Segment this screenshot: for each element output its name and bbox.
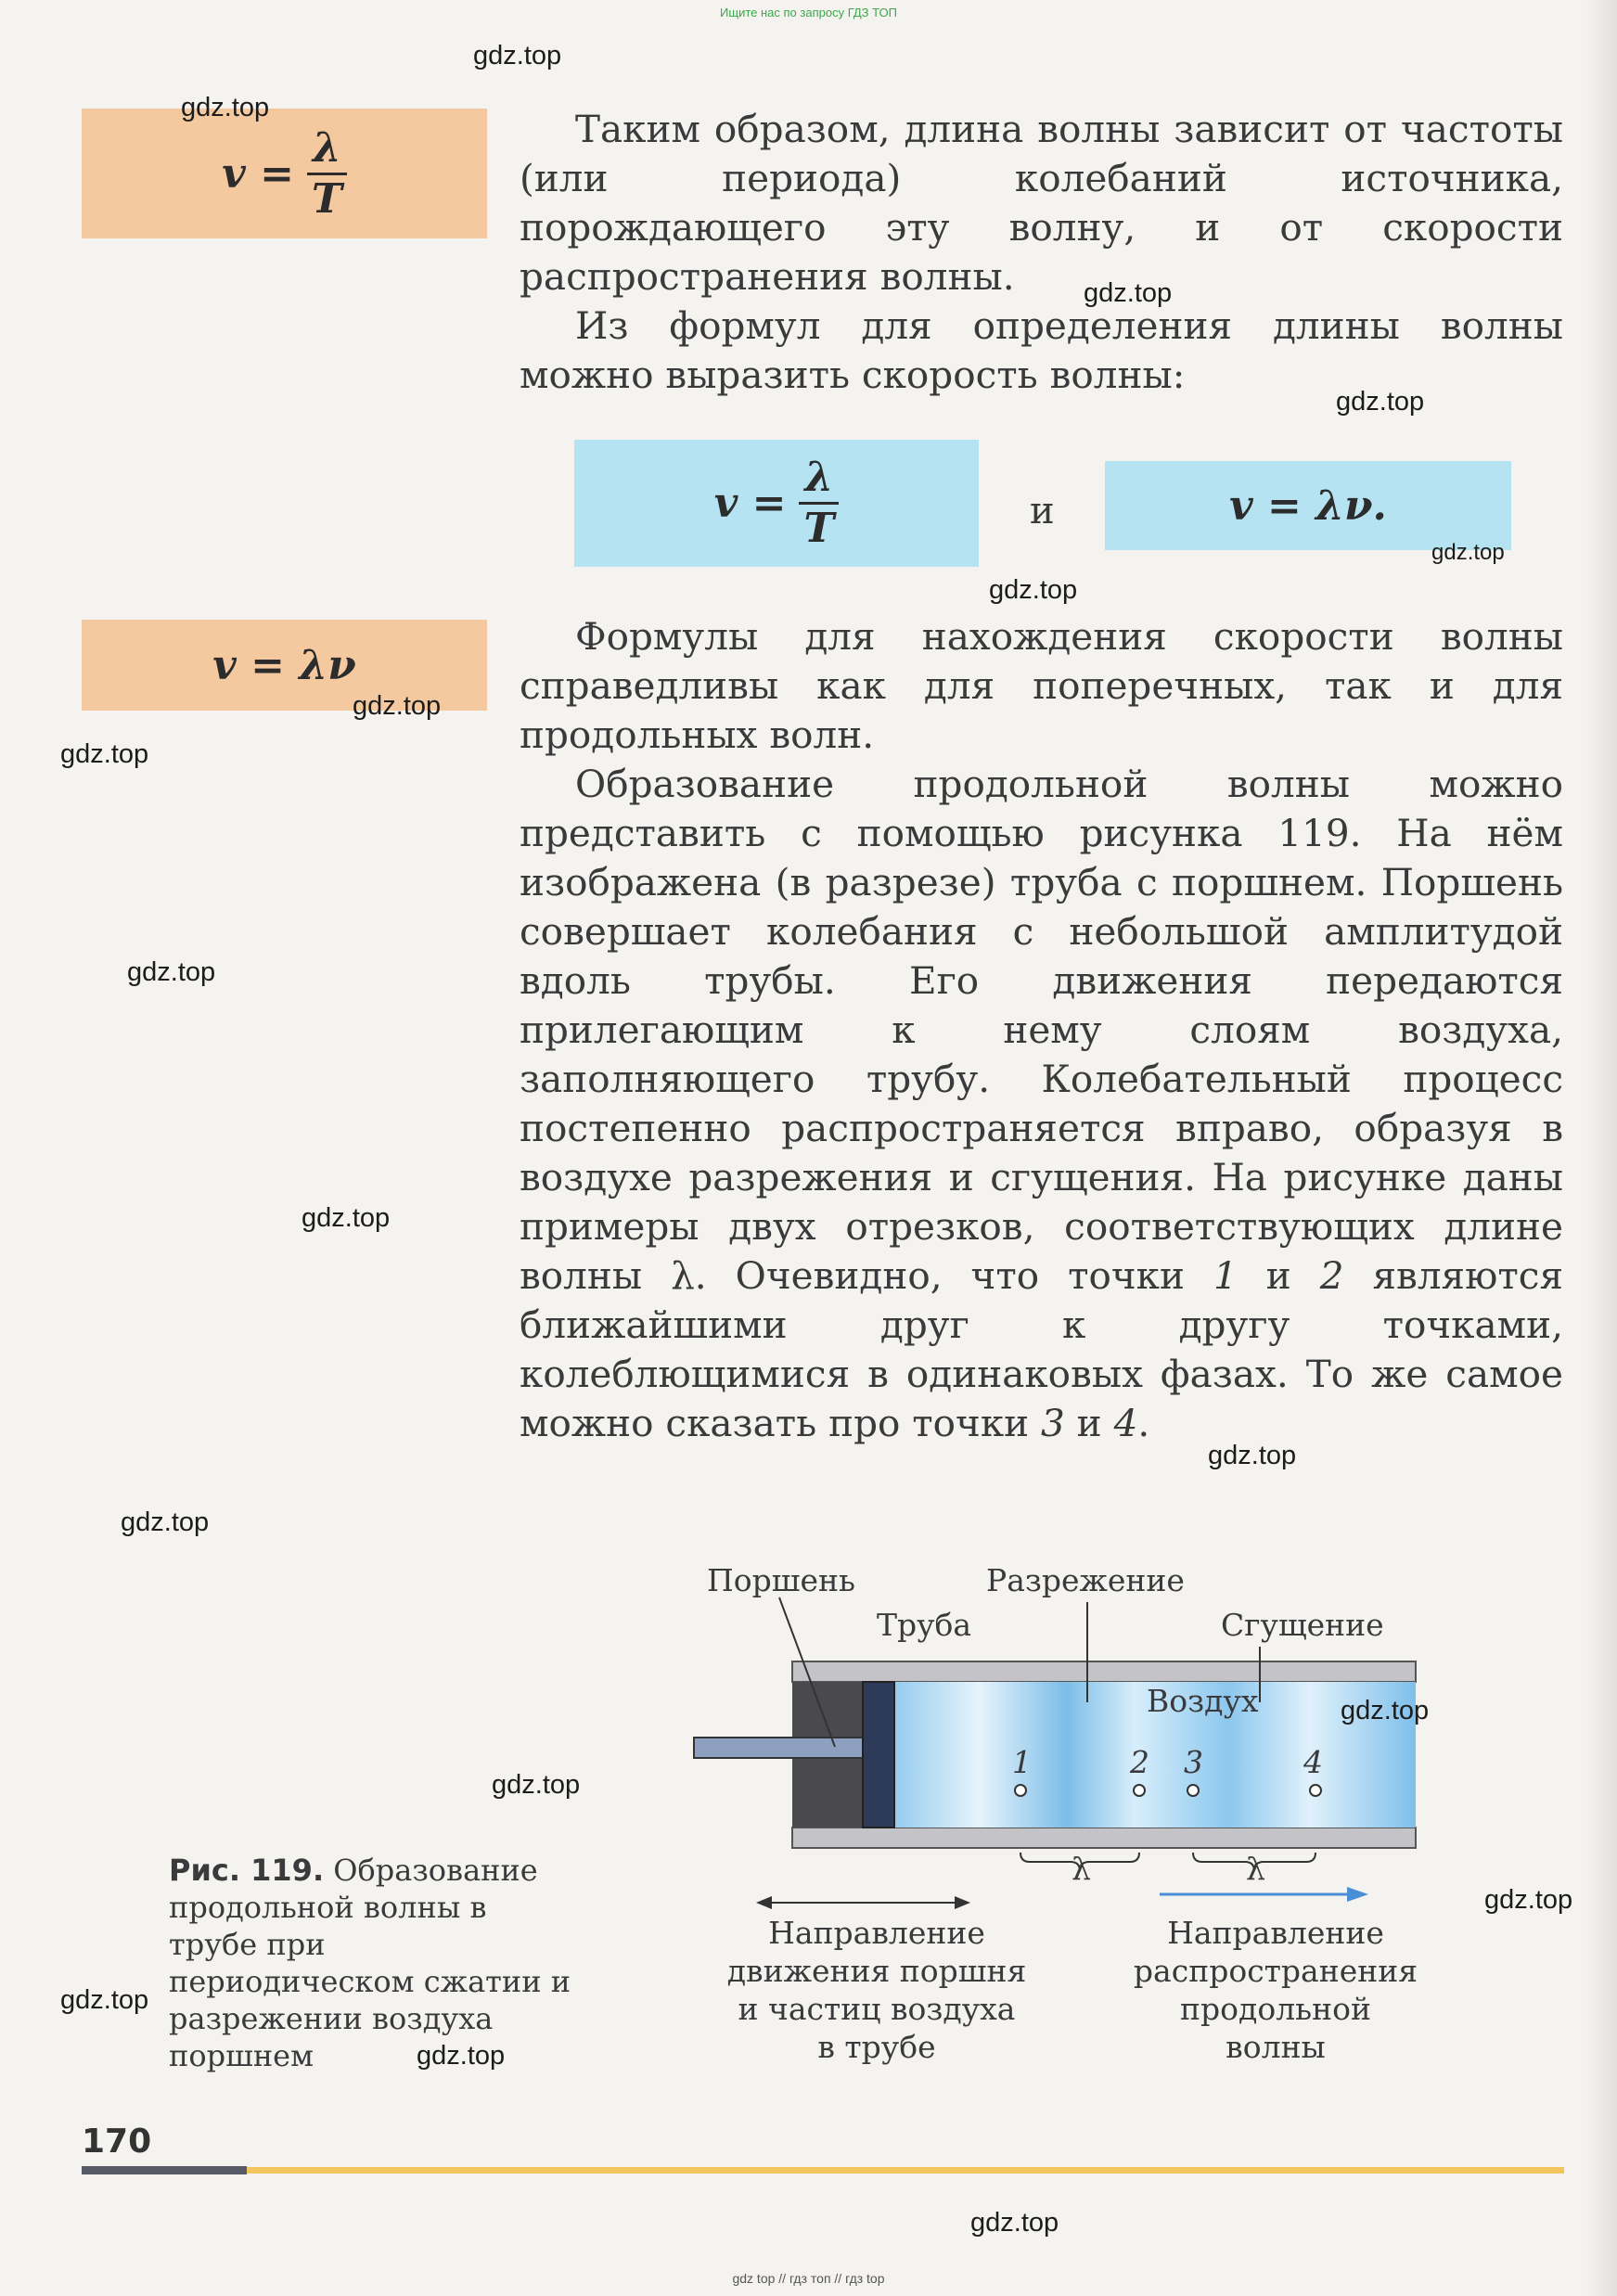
piston-rod <box>694 1738 870 1758</box>
point-label-2: 2 <box>1130 1744 1149 1780</box>
point-3 <box>1187 1785 1199 1796</box>
point-4 <box>1310 1785 1321 1796</box>
figure-number: Рис. 119. <box>169 1853 325 1888</box>
watermark: gdz.top <box>989 575 1078 605</box>
figure-caption <box>169 1852 577 2074</box>
watermark: gdz.top <box>60 1985 149 2015</box>
page-rule-dark <box>82 2166 247 2174</box>
point-2 <box>1134 1785 1145 1796</box>
fraction-numerator: λ <box>799 457 839 505</box>
watermark: gdz.top <box>417 2041 506 2071</box>
point-label-3: 3 <box>1184 1744 1203 1780</box>
watermark: gdz.top <box>473 41 562 71</box>
label-rarefaction: Разрежение <box>986 1562 1185 1598</box>
page-rule-yellow <box>247 2167 1564 2174</box>
watermark: gdz.top <box>60 739 149 769</box>
paragraph-3: Формулы для нахождения скорости волны справедливы как для поперечных, так и для продольных волн. <box>520 614 1563 757</box>
piston-motion-label: Направление движения поршня и частиц воздуха в трубе <box>726 1915 1027 2065</box>
watermark: gdz.top <box>1336 387 1425 417</box>
arrow-head-left <box>756 1896 772 1909</box>
point-label-1: 1 <box>1012 1744 1032 1780</box>
watermark: gdz.top <box>1208 1441 1297 1470</box>
formula-text: v = λν. <box>1229 481 1387 530</box>
label-piston: Поршень <box>707 1562 855 1598</box>
fraction-denominator: T <box>312 174 342 223</box>
formula-lhs: v = <box>222 149 294 198</box>
lambda-label-1: λ <box>1072 1851 1091 1887</box>
label-tube: Труба <box>877 1607 972 1643</box>
footer: gdz top // гдз топ // гдз top <box>732 2271 885 2286</box>
watermark: gdz.top <box>1484 1885 1573 1915</box>
propagation-label: Направление распространения продольной волны <box>1133 1915 1418 2065</box>
watermark: gdz.top <box>492 1770 581 1800</box>
point-label-4: 4 <box>1303 1744 1323 1780</box>
watermark: gdz.top <box>970 2208 1059 2238</box>
paragraph-2: Из формул для определения длины волны можно выразить скорость волны: <box>520 303 1563 397</box>
formula-connector: и <box>1030 490 1055 532</box>
watermark: gdz.top <box>121 1507 210 1537</box>
piston-head <box>863 1682 894 1828</box>
formula-text: v = λν <box>212 641 356 689</box>
formula-lhs: v = <box>713 480 787 527</box>
watermark: gdz.top <box>127 957 216 987</box>
top-banner: Ищите нас по запросу ГДЗ ТОП <box>720 6 897 19</box>
page-number: 170 <box>82 2123 152 2161</box>
lambda-label-2: λ <box>1246 1851 1265 1887</box>
label-compression: Сгущение <box>1221 1607 1384 1643</box>
propagation-arrow-head <box>1347 1887 1368 1902</box>
watermark: gdz.top <box>1431 540 1505 565</box>
watermark: gdz.top <box>1084 278 1173 308</box>
watermark: gdz.top <box>1341 1696 1430 1725</box>
fraction-denominator: T <box>803 505 835 552</box>
paragraph-1: Таким образом, длина волны зависит от частоты (или периода) колебаний источника, порождающего эту волну, и от скорости распространения волны. <box>520 107 1563 299</box>
label-air: Воздух <box>1147 1683 1259 1719</box>
paragraph-4: Образование продольной волны можно представить с помощью рисунка 119. На нём изображена (в разрезе) труба с поршнем. Поршень совершает колебания с небольшой амплитудой вдоль трубы. Его движения передаются прилегающим к нему слоям воздуха, заполняющего трубу. Колебательный процесс постепенно распространяется вправо, образуя в воздухе разрежения и сгущения. На рисунке даны примеры двух отрезков, соответствующих длине волны λ. Очевидно, что точки 1 и 2 являются ближайшими друг к другу точками, колеблющимися в одинаковых фазах. То же самое можно сказать про точки 3 и 4. <box>520 762 1563 1445</box>
arrow-head-right <box>955 1896 970 1909</box>
point-1 <box>1015 1785 1026 1796</box>
watermark: gdz.top <box>353 691 442 721</box>
watermark: gdz.top <box>181 93 270 122</box>
caption-text: Образование продольной волны в трубе при периодическом сжатии и разрежении воздуха поршнем <box>169 1853 571 2073</box>
tube-wall-bottom <box>792 1828 1416 1848</box>
tube-wall-top <box>792 1661 1416 1682</box>
watermark: gdz.top <box>302 1203 391 1233</box>
fraction-numerator: λ <box>307 128 347 175</box>
